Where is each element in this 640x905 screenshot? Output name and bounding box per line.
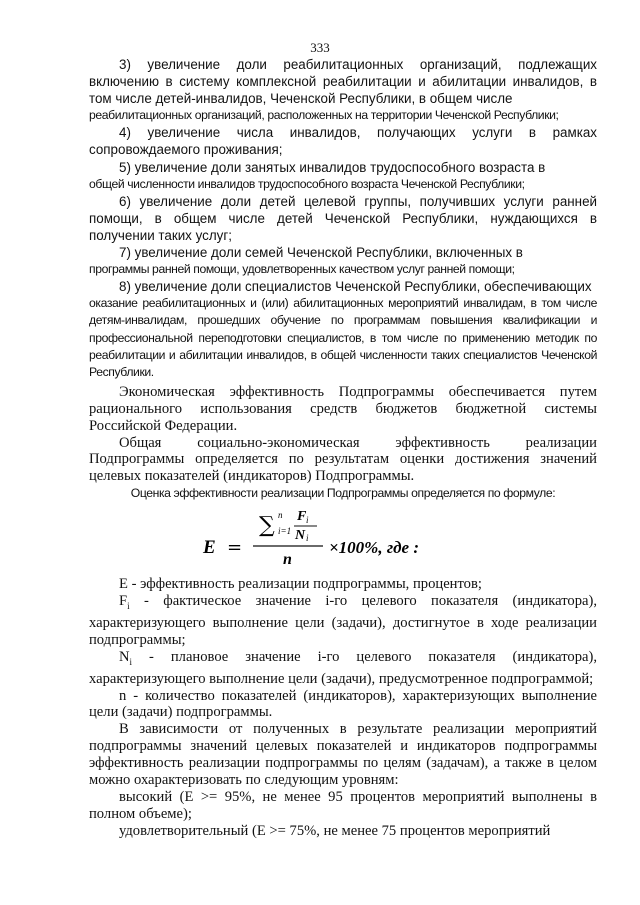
formula-graphic [89,506,597,568]
text-line: 7) увеличение доли семей Чеченской Республики, включенных в [119,245,523,261]
formula-intro: Оценка эффективности реализации Подпрограммы определяется по формуле: [130,486,556,501]
list-item-7 [89,244,597,261]
text-line: n - количество показателей (индикаторов), характеризующих выполнение [119,687,597,704]
text-line: целевых показателей (индикаторов) Подпрограммы. [89,468,415,485]
text-line: Российской Федерации. [89,417,238,434]
text-line: можно охарактеризовать по следующим уровням: [89,772,399,789]
text-line: Общая социально-экономическая эффективность реализации [119,434,597,451]
text-line-narrow: программы ранней помощи, удовлетворенных качеством услуг ранней помощи; [89,262,515,277]
formula-lhs: E [203,537,216,559]
level-satisfactory [89,823,597,840]
definition-e: E - эффективность реализации подпрограммы, процентов; [119,576,482,593]
text-line: помощи, в общем числе детей Чеченской Республики, нуждающихся в [89,210,597,226]
text-line: таких специалистов Чеченской Республики. [89,347,597,379]
formula-numerator-sub: i [306,515,309,526]
text-line: том числе детей-инвалидов, Чеченской Республики, в общем числе [89,91,513,107]
text-line: получении таких услуг; [89,227,232,243]
list-item-8 [89,278,597,295]
efficiency-formula [89,506,597,568]
list-item-8-continued [89,295,597,380]
text-line: удовлетворительный (E >= 75%, не менее 75 процентов мероприятий [119,822,551,839]
page-number: 333 [310,40,330,55]
list-item-3 [89,56,597,107]
text-line: характеризующего выполнение цели (задачи), предусмотренное [89,670,488,687]
text-line: применению методик по реабилитации и абилитации инвалидов, в общей численности [89,330,597,362]
list-item-5 [89,159,597,176]
sum-symbol: ∑ [259,513,275,539]
symbol-n: N [119,648,130,665]
formula-equals: = [227,537,243,559]
text-line: 8) увеличение доли специалистов Чеченской Республики, обеспечивающих [119,279,592,295]
symbol-f-sub: i [127,601,130,612]
sum-lower-limit: i=1 [278,526,292,537]
text-line: - фактическое значение i-го целевого показателя (индикатора), [129,593,597,610]
list-item-6 [89,193,597,244]
formula-numerator: F [297,509,307,525]
text-line: Подпрограммы определяется по результатам оценки достижения значений [89,451,597,468]
formula-denominator-sub: i [306,533,309,544]
symbol-n-sub: i [129,656,133,667]
social-efficiency-paragraph [89,435,597,486]
sum-upper-limit: n [278,510,283,521]
definition-ni [89,649,597,688]
formula-multiplier: ×100%, где : [329,538,420,558]
definition-n [89,688,597,722]
text-line: числе детям-инвалидам, прошедших обучение по программам повышения [89,296,597,328]
text-line: 4) увеличение числа инвалидов, получающих услуги в рамках [119,125,597,141]
text-line: Экономическая эффективность Подпрограммы обеспечивается путем [119,383,597,400]
document-body [89,56,597,840]
economic-efficiency-paragraph [89,384,597,435]
text-line: рационального использования средств бюджетов бюджетной системы [89,400,597,417]
text-line: подпрограммой; [491,670,594,687]
text-line-narrow: реабилитационных организаций, расположенных на территории Чеченской Республики; [89,108,559,123]
text-line: сопровождаемого проживания; [89,142,283,158]
formula-denominator: N [295,528,306,544]
text-line: высокий (E >= 95%, не менее 95 процентов мероприятий выполнены в [119,789,597,805]
text-line: 3) увеличение доли реабилитационных организаций, подлежащих [119,57,597,72]
dependence-paragraph [89,721,597,789]
symbol-f: F [119,593,128,610]
text-line-narrow: общей численности инвалидов трудоспособного возраста Чеченской Республики; [89,176,525,191]
level-high [89,789,597,823]
text-line: В зависимости от полученных в результате реализации мероприятий [119,721,597,738]
text-line: цели (задачи) подпрограммы. [89,704,273,721]
formula-divisor: n [283,551,292,569]
text-line: подпрограммы значений целевых показателей и индикаторов подпрограммы [89,738,597,755]
definition-fi [89,593,597,649]
text-line: полном объеме); [89,805,192,822]
text-line: оказание реабилитационных и (или) абилитационных мероприятий инвалидам, в том [89,296,561,311]
text-line: подпрограммы; [89,631,186,648]
text-line: квалификации и профессиональной переподготовки специалистов, в том числе по [89,313,597,345]
text-line: 6) увеличение доли детей целевой группы, получивших услуги ранней [119,193,597,209]
text-line: 5) увеличение доли занятых инвалидов трудоспособного возраста в [119,159,546,175]
text-line: - плановое значение i-го целевого показателя (индикатора), [132,648,597,665]
text-line: эффективность реализации подпрограммы по целям (задачам), а также в целом [89,755,597,772]
list-item-4 [89,124,597,158]
text-line: характеризующего выполнение цели (задачи), достигнутое в ходе реализации [89,615,597,632]
text-line: включению в систему комплексной реабилитации и абилитации инвалидов, в [89,74,597,90]
